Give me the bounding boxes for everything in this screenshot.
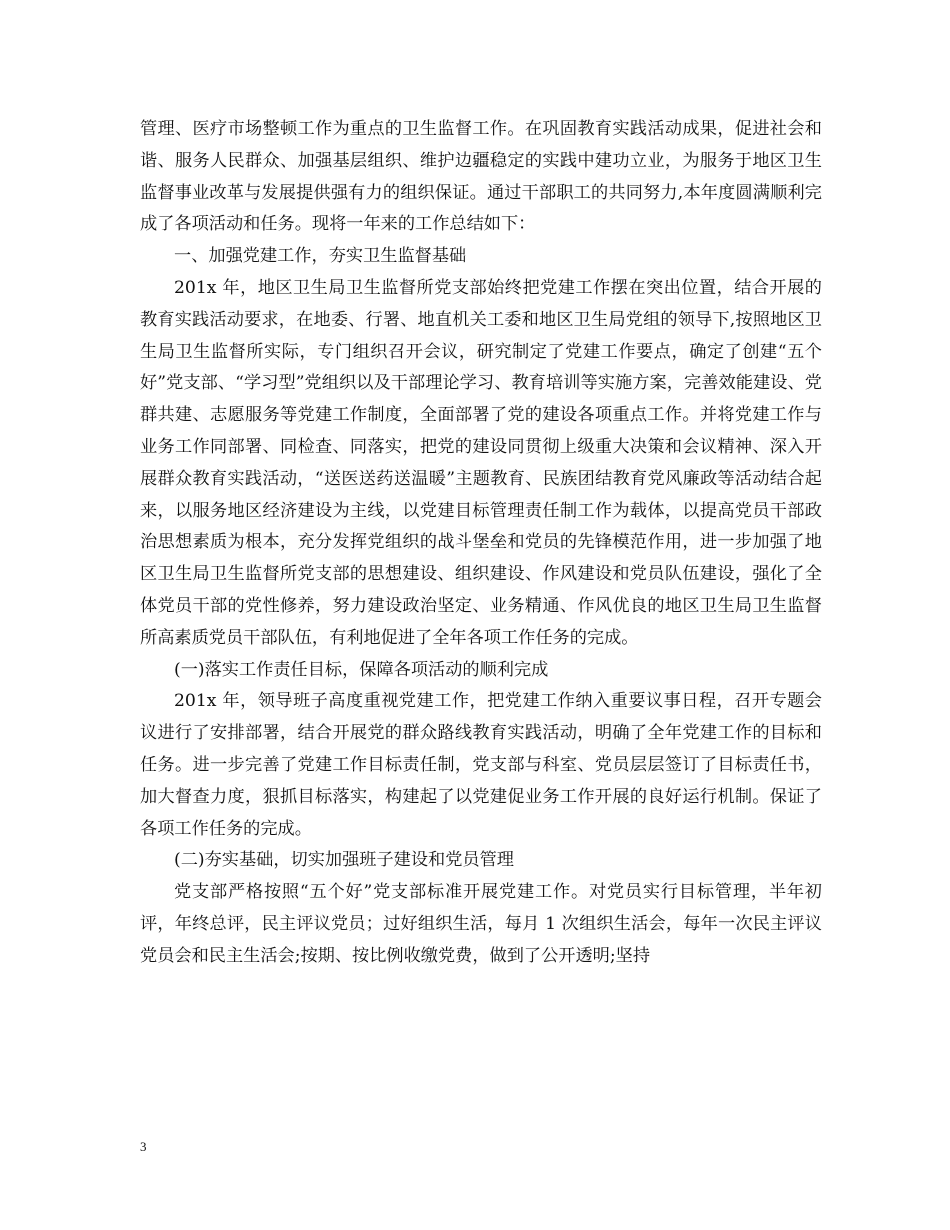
paragraph-member-management: 党支部严格按照“五个好”党支部标准开展党建工作。对党员实行目标管理，半年初评，年终总评，民主评议党员；过好组织生活，每月 1 次组织生活会，每年一次民主评议党员会和民主生活会;按期、按比例收缴党费，做到了公开透明;坚持 bbox=[140, 882, 822, 966]
paragraph-responsibility: 201x 年，领导班子高度重视党建工作，把党建工作纳入重要议事日程，召开专题会议进行了安排部署，结合开展党的群众路线教育实践活动，明确了全年党建工作的目标和任务。进一步完善了党建工作目标责任制，党支部与科室、党员层层签订了目标责任书，加大督查力度，狠抓目标落实，构建起了以党建促业务工作开展的良好运行机制。保证了各项工作任务的完成。 bbox=[140, 691, 822, 839]
subsection-heading-2: (二)夯实基础，切实加强班子建设和党员管理 bbox=[174, 850, 514, 871]
paragraph-intro: 管理、医疗市场整顿工作为重点的卫生监督工作。在巩固教育实践活动成果，促进社会和谐、服务人民群众、加强基层组织、维护边疆稳定的实践中建功立业，为服务于地区卫生监督事业改革与发展提供强有力的组织保证。通过干部职工的共同努力,本年度圆满顺利完成了各项活动和任务。现将一年来的工作总结如下： bbox=[140, 119, 822, 235]
subsection-heading-1: (一)落实工作责任目标，保障各项活动的顺利完成 bbox=[174, 659, 549, 680]
paragraph-party-building: 201x 年，地区卫生局卫生监督所党支部始终把党建工作摆在突出位置，结合开展的教育实践活动要求，在地委、行署、地直机关工委和地区卫生局党组的领导下,按照地区卫生局卫生监督所实际，专门组织召开会议，研究制定了党建工作要点，确定了创建“五个好”党支部、“学习型”党组织以及干部理论学习、教育培训等实施方案，完善效能建设、党群共建、志愿服务等党建工作制度，全面部署了党的建设各项重点工作。并将党建工作与业务工作同部署、同检查、同落实，把党的建设同贯彻上级重大决策和会议精神、深入开展群众教育实践活动，“送医送药送温暖”主题教育、民族团结教育党风廉政等活动结合起来，以服务地区经济建设为主线，以党建目标管理责任制工作为载体，以提高党员干部政治思想素质为根本，充分发挥党组织的战斗堡垒和党员的先锋模范作用，进一步加强了地区卫生局卫生监督所党支部的思想建设、组织建设、作风建设和党员队伍建设，强化了全体党员干部的党性修养，努力建设政治坚定、业务精通、作风优良的地区卫生局卫生监督所高素质党员干部队伍，有利地促进了全年各项工作任务的完成。 bbox=[140, 277, 822, 648]
document-body bbox=[140, 114, 822, 973]
page-number: 3 bbox=[140, 1139, 147, 1154]
section-heading-1: 一、加强党建工作，夯实卫生监督基础 bbox=[174, 246, 467, 267]
